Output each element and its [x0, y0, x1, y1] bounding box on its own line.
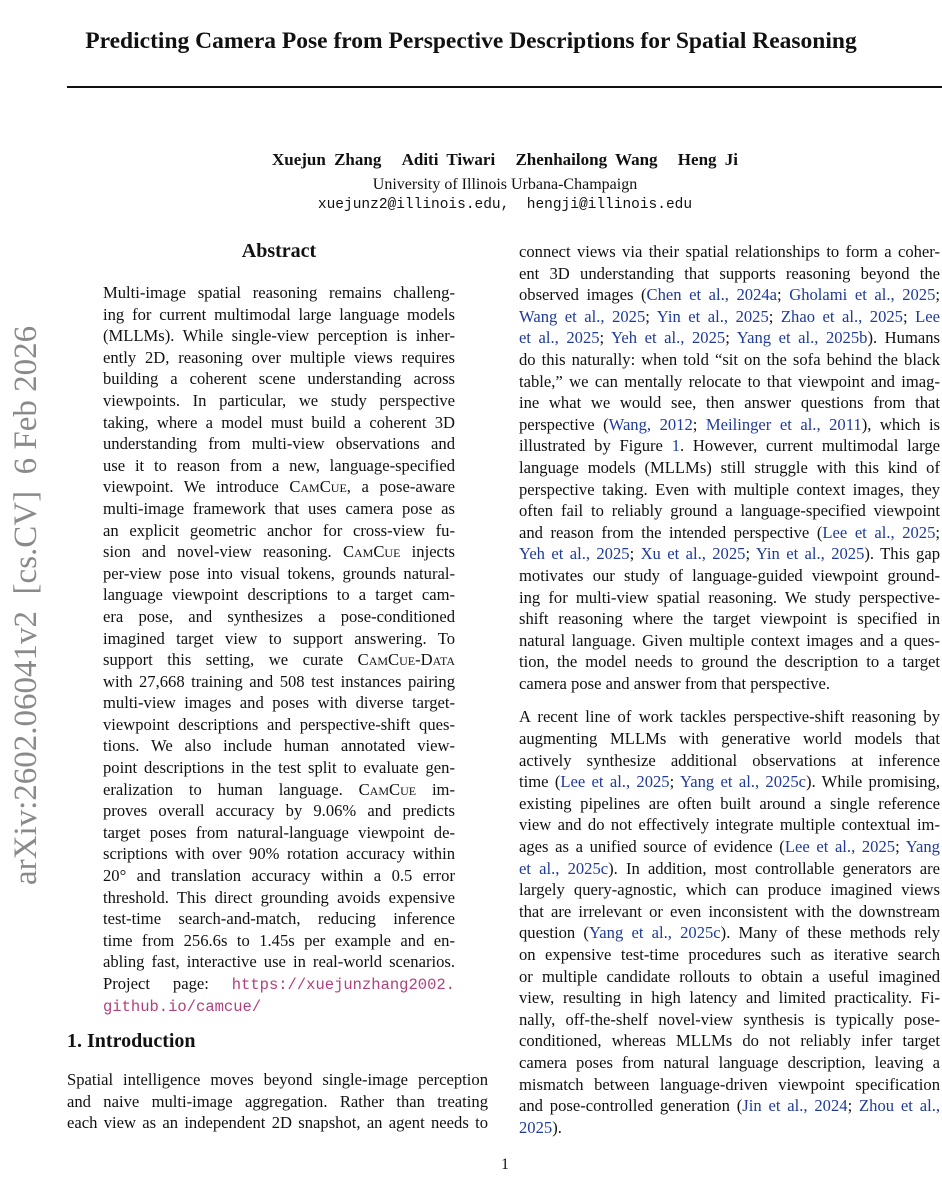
text-line: [103, 930, 455, 952]
text-line: [103, 584, 455, 606]
method-name: CamCue-Data: [357, 650, 455, 670]
text-line: [519, 479, 940, 501]
citation-link[interactable]: Xu et al., 2025: [640, 544, 746, 564]
citation-link[interactable]: Yin et al., 2025: [755, 544, 865, 564]
citation-link[interactable]: Wang et al., 2025: [519, 306, 646, 326]
text-line: [519, 284, 940, 306]
text-line: [519, 858, 940, 880]
text: camera poses from natural language description, leaving a: [519, 1052, 940, 1072]
text: shift reasoning where the target viewpoint is specified in: [519, 609, 940, 629]
text-line: [519, 522, 940, 544]
affiliation: University of Illinois Urbana-Champaign: [372, 176, 638, 193]
text-line: [103, 843, 455, 865]
text: imagined target view to support answering. To: [103, 628, 455, 648]
text-line: [519, 966, 940, 988]
text-line: [519, 706, 940, 728]
citation-link[interactable]: Yang et al., 2025c: [679, 772, 806, 792]
text: viewpoints. In particular, we study perspective: [103, 390, 455, 410]
text: ;: [777, 285, 790, 305]
text-line: [103, 628, 455, 650]
text: observed images (: [519, 285, 647, 305]
citation-link[interactable]: Gholami et al., 2025: [789, 285, 936, 305]
author: Aditi Tiwari: [401, 150, 496, 169]
method-name: CamCue: [358, 779, 417, 799]
text: existing pipelines are often built around a single reference: [519, 793, 940, 813]
text: view, resulting in high latency and limited practicality. Fi-: [519, 988, 940, 1008]
text: ).: [552, 1117, 562, 1137]
text: each view as an independent 2D snapshot, an agent needs to: [67, 1113, 488, 1133]
text: ;: [629, 544, 641, 564]
text: language viewpoint descriptions to a target cam-: [103, 585, 455, 605]
citation-link[interactable]: Lee: [915, 306, 940, 326]
text: actively synthesize additional observations at inference: [519, 750, 940, 770]
text: ine what we would see, then answer questions from that: [519, 393, 940, 413]
text: ent 3D understanding that supports reasoning beyond the: [519, 263, 940, 283]
text-line: [519, 241, 940, 263]
text-line: [519, 565, 940, 587]
paragraph: [67, 1069, 488, 1134]
author: Zhenhailong Wang: [515, 150, 658, 169]
text: viewpoint descriptions and perspective-shift ques-: [103, 714, 455, 734]
text: language models (MLLMs) still struggle with this kind of: [519, 457, 940, 477]
abstract-body: [103, 282, 455, 1028]
text: ;: [645, 306, 657, 326]
citation-link[interactable]: Meilinger et al., 2011: [705, 414, 862, 434]
text-line: [519, 836, 940, 858]
text: building a coherent scene understanding across: [103, 369, 455, 389]
citation-link[interactable]: et al., 2025c: [519, 858, 609, 878]
text-line: [519, 371, 940, 393]
text: ). While promising,: [805, 772, 940, 792]
text-line: [103, 347, 455, 369]
text: and reason from the intended perspective (: [519, 522, 823, 542]
text: taking, where a model must build a coherent 3D: [103, 412, 455, 432]
text-line: [103, 498, 455, 520]
text: perspective taking. Even with multiple context images, they: [519, 479, 940, 499]
citation-link[interactable]: Yin et al., 2025: [656, 306, 769, 326]
text-line: [103, 412, 455, 434]
text: tion, the model needs to ground the description to a target: [519, 652, 940, 672]
text: an explicit geometric anchor for cross-view fu-: [103, 520, 455, 540]
citation-link[interactable]: 1: [671, 436, 680, 456]
text: tions. We also include human annotated view-: [103, 736, 455, 756]
citation-link[interactable]: Yang et al., 2025c: [588, 923, 721, 943]
text-line: [519, 1009, 940, 1031]
text: scriptions with over 90% rotation accuracy within: [103, 844, 455, 864]
text-line: [103, 692, 455, 714]
text-line: [103, 908, 455, 930]
text-line: [519, 922, 940, 944]
text: augmenting MLLMs with generative world models that: [519, 729, 940, 749]
citation-link[interactable]: Yang et al., 2025b: [736, 328, 868, 348]
text: conditioned, whereas MLLMs do not reliably infer target: [519, 1031, 940, 1051]
text: ). This gap: [864, 544, 941, 564]
text: view and do not effectively integrate multiple contextual im-: [519, 815, 940, 835]
text: or multiple candidate rollouts to obtain a useful imagined: [519, 966, 940, 986]
text-line: [519, 987, 940, 1009]
text: perspective (: [519, 414, 609, 434]
text: target poses from natural-language viewpoint de-: [103, 822, 455, 842]
text-line: [519, 500, 940, 522]
text: multi-view images and poses with diverse target-: [103, 693, 455, 713]
text: Multi-image spatial reasoning remains challeng-: [103, 283, 455, 302]
text: on expensive test-time procedures such as iterative search: [519, 945, 940, 964]
citation-link[interactable]: 2025: [519, 1117, 553, 1137]
author: Xuejun Zhang: [271, 150, 382, 169]
author-emails[interactable]: xuejunz2@illinois.edu, hengji@illinois.edu: [317, 197, 693, 213]
title-rule: [67, 86, 942, 88]
text: ;: [599, 328, 612, 348]
text: test-time search-and-match, reducing inference: [103, 909, 455, 929]
text: ;: [935, 522, 941, 542]
text: ;: [725, 328, 737, 348]
text: and naive multi-image aggregation. Rather than treating: [67, 1091, 488, 1111]
text-line: [519, 392, 940, 414]
text-line: [103, 671, 455, 693]
text-line: [103, 390, 455, 412]
introduction-heading: 1. Introduction: [67, 1030, 196, 1052]
citation-link[interactable]: Zhao et al., 2025: [780, 306, 903, 326]
text: mismatch between language-driven viewpoint specification: [519, 1074, 940, 1094]
text-line: [103, 714, 455, 736]
text: support this setting, we curate: [103, 650, 358, 670]
text: understanding from multi-view observations and: [103, 434, 455, 454]
text-line: [103, 865, 455, 887]
paragraph: [519, 706, 940, 1138]
text: ;: [669, 772, 680, 792]
citation-link[interactable]: Zhou et al.,: [859, 1096, 940, 1116]
introduction-left-column: [67, 1069, 488, 1146]
text-line: [519, 587, 940, 609]
text-line: [519, 457, 940, 479]
text: era pose, and synthesizes a pose-conditioned: [103, 606, 455, 626]
text-line: [103, 476, 455, 498]
text: point descriptions in the test split to evaluate gen-: [103, 758, 455, 778]
citation-link[interactable]: Jin et al., 2024: [742, 1096, 848, 1116]
text-line: [519, 327, 940, 349]
text: time from 256.6s to 1.45s per example and en-: [103, 930, 455, 950]
text-line: [519, 435, 940, 457]
paragraph: [103, 282, 455, 1016]
text: eralization to human language.: [103, 779, 359, 799]
text-line: [67, 1069, 488, 1091]
text-line: [103, 800, 455, 822]
text-line: [103, 887, 455, 909]
text-line: [519, 901, 940, 923]
text: . However, current multimodal large: [679, 436, 940, 456]
text-line: [103, 325, 455, 347]
text: do this naturally: when told “sit on the sofa behind the black: [519, 349, 940, 369]
text: (MLLMs). While single-view perception is inher-: [103, 326, 455, 346]
text-line: [103, 433, 455, 455]
text: and pose-controlled generation (: [519, 1096, 743, 1116]
text-line: [519, 944, 940, 966]
text: ages as a unified source of evidence (: [519, 837, 785, 857]
text: use it to reason from a new, language-specified: [103, 455, 455, 475]
citation-link[interactable]: Lee et al., 2025: [560, 772, 670, 792]
text: per-view pose into visual tokens, grounds natural-: [103, 563, 455, 583]
citation-link[interactable]: Yang: [905, 837, 940, 857]
text: A recent line of work tackles perspective-shift reasoning by: [519, 707, 940, 727]
project-page-link[interactable]: https://xuejunzhang2002.: [231, 976, 455, 994]
project-page-link[interactable]: github.io/camcue/: [103, 997, 262, 1016]
text: Project page:: [103, 974, 232, 993]
citation-link[interactable]: Yeh et al., 2025: [519, 544, 630, 564]
text: Spatial intelligence moves beyond single-image perception: [67, 1070, 488, 1089]
text-line: [519, 543, 940, 565]
text-line: [103, 973, 455, 995]
citation-link[interactable]: Wang, 2012: [608, 414, 693, 434]
text-line: [103, 995, 455, 1017]
text-line: [519, 263, 940, 285]
text: proves overall accuracy by 9.06% and predicts: [103, 801, 455, 821]
text-line: [519, 771, 940, 793]
text-line: [519, 879, 940, 901]
text: ). Humans: [867, 328, 940, 348]
text: ). In addition, most controllable generators are: [608, 858, 940, 878]
text-line: [519, 1117, 940, 1139]
author-list: [0, 150, 942, 170]
text-line: [67, 1091, 488, 1113]
text: camera pose and answer from that perspective.: [519, 673, 830, 693]
citation-link[interactable]: Lee et al., 2025: [822, 522, 936, 542]
text-line: [519, 728, 940, 750]
text: threshold. This direct grounding avoids expensive: [103, 887, 455, 907]
text-line: [103, 368, 455, 390]
citation-link[interactable]: Lee et al., 2025: [784, 837, 896, 857]
text-line: [519, 750, 940, 772]
text: ;: [692, 414, 706, 434]
text: ing for multi-view spatial reasoning. We study perspective-: [519, 587, 940, 607]
text: ;: [895, 837, 906, 857]
text: multi-image framework that uses camera pose as: [103, 498, 455, 518]
text-line: [519, 630, 940, 652]
text: question (: [519, 923, 589, 943]
arxiv-identifier[interactable]: arXiv:2602.06041v2 [cs.CV] 6 Feb 2026: [8, 325, 44, 885]
text-line: [103, 520, 455, 542]
text-line: [519, 414, 940, 436]
citation-link[interactable]: et al., 2025: [519, 328, 600, 348]
abstract-heading: Abstract: [241, 240, 317, 262]
text-line: [103, 757, 455, 779]
text-line: [103, 304, 455, 326]
text: natural language. Given multiple context images and a ques-: [519, 630, 940, 650]
text-line: [519, 814, 940, 836]
text: ;: [847, 1096, 860, 1116]
text: sion and novel-view reasoning.: [103, 542, 343, 562]
text: time (: [519, 772, 561, 792]
text-line: [519, 1030, 940, 1052]
text: viewpoint. We introduce: [103, 477, 290, 497]
text-line: [103, 541, 455, 563]
citation-link[interactable]: Chen et al., 2024a: [646, 285, 778, 305]
author: Heng Ji: [677, 150, 738, 169]
text: connect views via their spatial relationships to form a coher-: [519, 242, 940, 261]
text: abling fast, interactive use in real-world scenarios.: [103, 952, 455, 972]
text: often fail to reliably ground a language-specified viewpoint: [519, 501, 940, 521]
text-line: [519, 651, 940, 673]
text-line: [103, 779, 455, 801]
method-name: CamCue: [289, 477, 347, 497]
paragraph: [519, 241, 940, 694]
text-line: [103, 822, 455, 844]
text-line: [519, 306, 940, 328]
text: im-: [416, 779, 455, 799]
text: illustrated by Figure: [519, 436, 672, 456]
citation-link[interactable]: Yeh et al., 2025: [611, 328, 726, 348]
text-line: [103, 649, 455, 671]
text: , a pose-aware: [346, 477, 455, 497]
text: ), which is: [861, 414, 941, 434]
text-line: [519, 608, 940, 630]
text: ;: [768, 306, 781, 326]
text: table,” we can mentally relocate to that viewpoint and imag-: [519, 371, 940, 391]
page-number: 1: [501, 1156, 509, 1173]
text: largely query-agnostic, which can produce imagined views: [519, 880, 940, 900]
text-line: [519, 349, 940, 371]
text-line: [519, 1074, 940, 1096]
text: 20° and translation accuracy within a 0.5 error: [103, 866, 455, 886]
text-line: [519, 1052, 940, 1074]
text-line: [103, 735, 455, 757]
text: injects: [400, 542, 455, 562]
paper-title: Predicting Camera Pose from Perspective Descriptions for Spatial Reasoning: [85, 28, 857, 54]
text-line: [519, 1095, 940, 1117]
text: motivates our study of language-guided viewpoint ground-: [519, 565, 940, 585]
text: ). Many of these methods rely: [720, 923, 941, 943]
text: ;: [935, 285, 941, 305]
text-line: [103, 606, 455, 628]
text-line: [519, 673, 940, 695]
text-line: [103, 951, 455, 973]
text: ently 2D, reasoning over multiple views requires: [103, 347, 455, 367]
text: ;: [902, 306, 916, 326]
text-line: [67, 1112, 488, 1134]
text: ing for current multimodal large language models: [103, 304, 455, 324]
text-line: [103, 455, 455, 477]
text-line: [103, 282, 455, 304]
text: that are irrelevant or even inconsistent with the downstream: [519, 901, 940, 921]
text: nally, off-the-shelf novel-view synthesis is typically pose-: [519, 1009, 940, 1029]
text: ;: [745, 544, 756, 564]
text-line: [519, 793, 940, 815]
introduction-right-column: [519, 241, 940, 1150]
text: with 27,668 training and 508 test instances pairing: [103, 671, 455, 691]
text-line: [103, 563, 455, 585]
method-name: CamCue: [342, 542, 401, 562]
